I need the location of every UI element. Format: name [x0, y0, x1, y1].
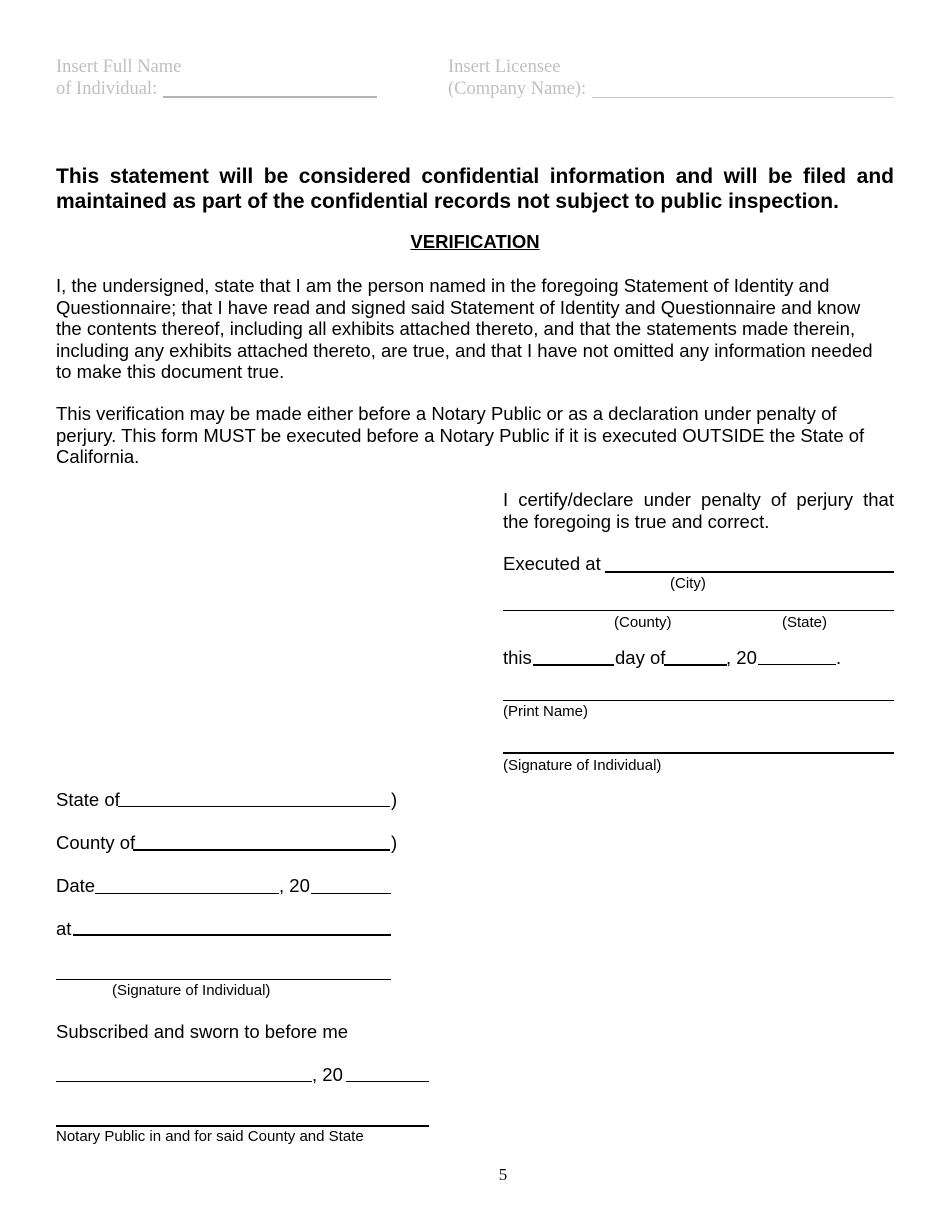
city-caption: (City)	[670, 575, 706, 592]
sworn-year-prefix: , 20	[312, 1064, 343, 1085]
sworn-date-input[interactable]	[56, 1081, 312, 1082]
paragraph-line: the contents thereof, including all exhibits attached thereto, and that the statements made therein,	[56, 318, 856, 340]
paragraph-line: I, the undersigned, state that I am the person named in the foregoing Statement of Identity and	[56, 275, 830, 296]
this-label: this	[503, 647, 532, 668]
executed-at-label: Executed at	[503, 553, 601, 574]
paragraph-line: California.	[56, 446, 140, 468]
print-name-input[interactable]	[503, 700, 894, 701]
licensee-label	[448, 56, 586, 100]
city-input[interactable]	[605, 571, 894, 573]
declaration-signature-caption: (Signature of Individual)	[503, 757, 662, 774]
paragraph-line: Questionnaire; that I have read and signed said Statement of Identity and Questionnaire and know	[56, 296, 861, 318]
declaration-line1: I certify/declare under penalty of perjury that	[503, 489, 894, 510]
county-of-label: County of	[56, 832, 136, 853]
notary-public-caption: Notary Public in and for said County and State	[56, 1128, 364, 1145]
full-name-label	[56, 56, 181, 100]
subscribed-sworn-text: Subscribed and sworn to before me	[56, 1021, 349, 1042]
paragraph-line: This verification may be made either before a Notary Public or as a declaration under penalty of	[56, 403, 837, 424]
state-of-input[interactable]	[118, 806, 390, 807]
declaration-line2: the foregoing is true and correct.	[503, 511, 770, 532]
paragraph-line: perjury. This form MUST be executed before a Notary Public if it is executed OUTSIDE the State of	[56, 424, 865, 446]
declaration-signature-input[interactable]	[503, 752, 894, 754]
county-state-input[interactable]	[503, 610, 894, 611]
page-title: VERIFICATION	[410, 231, 540, 252]
licensee-label-line1: Insert Licensee	[448, 57, 561, 77]
day-of-label: day of	[615, 647, 666, 668]
confidential-notice	[56, 164, 894, 214]
notary-instruction-paragraph	[56, 403, 906, 468]
confidential-notice-line2: maintained as part of the confidential records not subject to public inspection.	[56, 190, 839, 213]
notary-signature-input[interactable]	[56, 979, 391, 980]
state-of-paren: )	[391, 789, 398, 810]
licensee-input[interactable]	[592, 97, 894, 98]
state-caption: (State)	[782, 614, 828, 631]
page-number: 5	[498, 1165, 508, 1184]
period: .	[836, 647, 842, 668]
month-input[interactable]	[664, 664, 727, 666]
declaration-text	[503, 489, 894, 511]
county-of-input[interactable]	[133, 849, 390, 851]
date-input[interactable]	[95, 893, 279, 894]
notary-public-signature-input[interactable]	[56, 1125, 429, 1127]
paragraph-line: including any exhibits attached thereto, are true, and that I have not omitted any information needed	[56, 339, 873, 361]
year-input[interactable]	[758, 664, 836, 665]
full-name-input[interactable]	[163, 96, 377, 98]
date-year-prefix: , 20	[279, 875, 310, 896]
licensee-label-line2: (Company Name):	[448, 79, 587, 99]
year-prefix-label: , 20	[726, 647, 757, 668]
at-input[interactable]	[73, 934, 391, 936]
full-name-label-line2: of Individual:	[56, 79, 158, 99]
day-input[interactable]	[533, 664, 614, 666]
at-label: at	[56, 918, 72, 939]
notary-signature-caption: (Signature of Individual)	[112, 982, 271, 999]
paragraph-line: to make this document true.	[56, 361, 285, 383]
confidential-notice-line1: This statement will be considered confidential information and will be filed and	[56, 165, 894, 188]
sworn-year-input[interactable]	[346, 1081, 429, 1082]
verification-paragraph	[56, 275, 906, 383]
county-caption: (County)	[614, 614, 672, 631]
date-year-input[interactable]	[311, 893, 391, 894]
county-of-paren: )	[391, 832, 398, 853]
state-of-label: State of	[56, 789, 120, 810]
full-name-label-line1: Insert Full Name	[56, 57, 182, 77]
print-name-caption: (Print Name)	[503, 703, 589, 720]
date-label: Date	[56, 875, 96, 896]
